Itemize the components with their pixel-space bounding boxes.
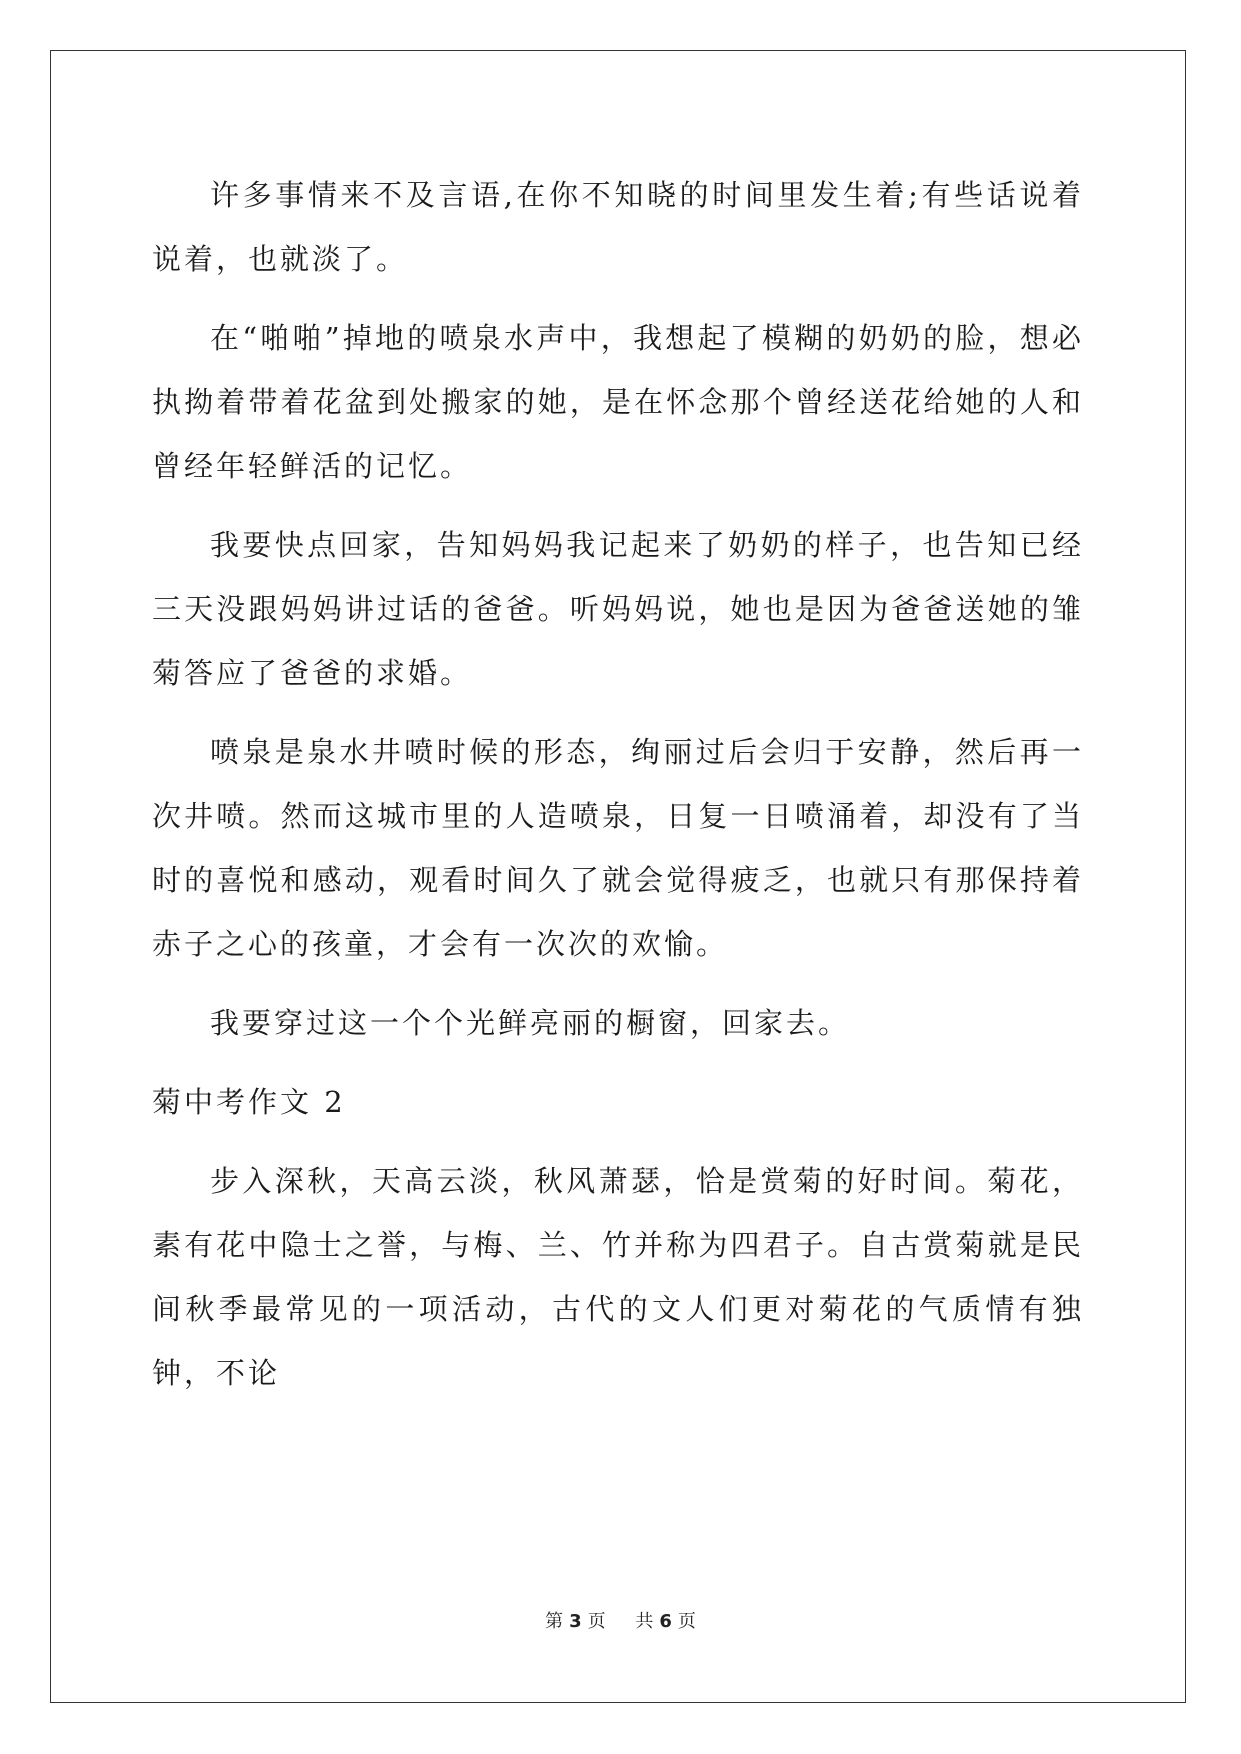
- document-body: [152, 163, 1084, 1420]
- paragraph: 步入深秋，天高云淡，秋风萧瑟，恰是赏菊的好时间。菊花，素有花中隐士之誉，与梅、兰、竹并称为四君子。自古赏菊就是民间秋季最常见的一项活动，古代的文人们更对菊花的气质情有独钟，不论: [152, 1164, 1084, 1390]
- page-prefix: 第: [545, 1611, 564, 1632]
- total-suffix: 页: [677, 1611, 696, 1632]
- paragraph: 我要穿过这一个个光鲜亮丽的橱窗，回家去。: [210, 1006, 851, 1040]
- page-suffix: 页: [587, 1611, 606, 1632]
- page-current: 3: [569, 1611, 582, 1632]
- section-heading: 菊中考作文 2: [152, 1085, 346, 1119]
- paragraph: 在“啪啪”掉地的喷泉水声中，我想起了模糊的奶奶的脸，想必执拗着带着花盆到处搬家的她，是在怀念那个曾经送花给她的人和曾经年轻鲜活的记忆。: [152, 321, 1084, 483]
- paragraph: 我要快点回家，告知妈妈我记起来了奶奶的样子，也告知已经三天没跟妈妈讲过话的爸爸。听妈妈说，她也是因为爸爸送她的雏菊答应了爸爸的求婚。: [152, 528, 1084, 690]
- page-footer: [0, 1607, 1241, 1633]
- paragraph: 喷泉是泉水井喷时候的形态，绚丽过后会归于安静，然后再一次井喷。然而这城市里的人造喷泉，日复一日喷涌着，却没有了当时的喜悦和感动，观看时间久了就会觉得疲乏，也就只有那保持着赤子之心的孩童，才会有一次次的欢愉。: [152, 735, 1084, 961]
- total-prefix: 共: [635, 1611, 654, 1632]
- paragraph: 许多事情来不及言语,在你不知晓的时间里发生着;有些话说着说着，也就淡了。: [152, 178, 1084, 276]
- page-number: [539, 1611, 612, 1632]
- page-total-value: 6: [659, 1611, 672, 1632]
- page-total: [629, 1611, 702, 1632]
